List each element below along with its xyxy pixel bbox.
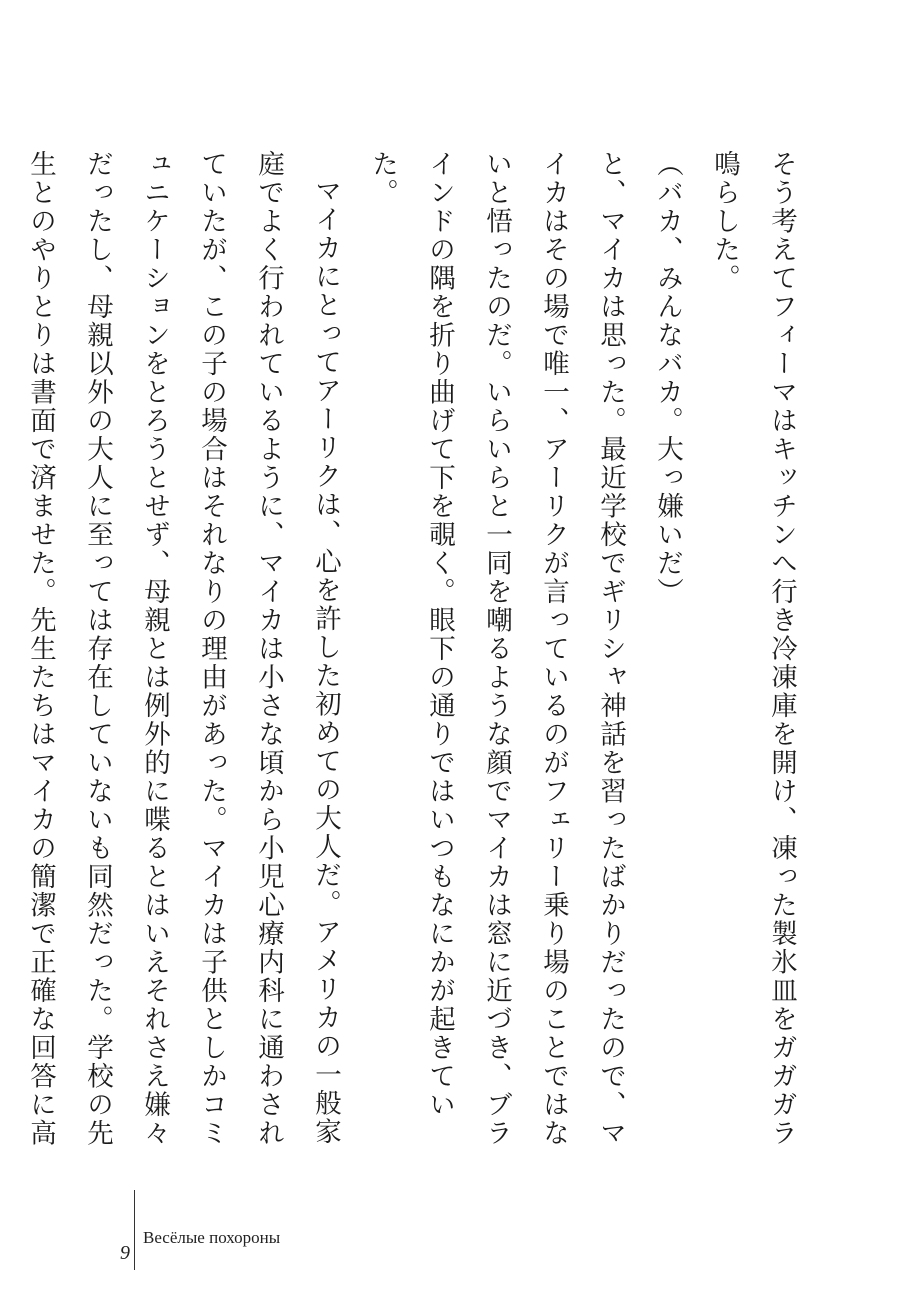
vertical-body-text — [25, 150, 810, 1160]
running-title: Весёлые похороны — [143, 1228, 281, 1247]
paragraph-4: マイカにとってアーリクは、心を許した初めての大人だ。アメリカの一般家庭でよく行われているように、マイカは小さな頃から小児心療内科に通わされていたが、この子の場合はそれなりの理由があった。マイカは子供としかコミュニケーションをとろうとせず、母親とは例外的に喋るとはいえそれさえ嫌々だったし、母親以外の大人に至っては存在していないも同然だった。学校の先生とのやりとりは書面で済ませた。先生たちはマイカの簡潔で正確な回答に高 — [25, 150, 341, 1148]
page-footer — [0, 1180, 900, 1280]
footer-divider — [134, 1190, 135, 1270]
page-number: 9 — [120, 1242, 130, 1264]
paragraph-3: と、マイカは思った。最近学校でギリシャ神話を習ったばかりだったので、マイカはその場で唯一、アーリクが言っているのがフェリー乗り場のことではないと悟ったのだ。いらいらと一同を嘲るような顔でマイカは窓に近づき、ブラインドの隅を折り曲げて下を覗く。眼下の通りではいつもなにかが起きていた。 — [367, 150, 626, 1148]
paragraph-2-dialogue: （バカ、みんなバカ。大っ嫌いだ） — [652, 150, 683, 606]
paragraph-1: そう考えてフィーマはキッチンへ行き冷凍庫を開け、凍った製氷皿をガガガラ鳴らした。 — [709, 150, 797, 1148]
